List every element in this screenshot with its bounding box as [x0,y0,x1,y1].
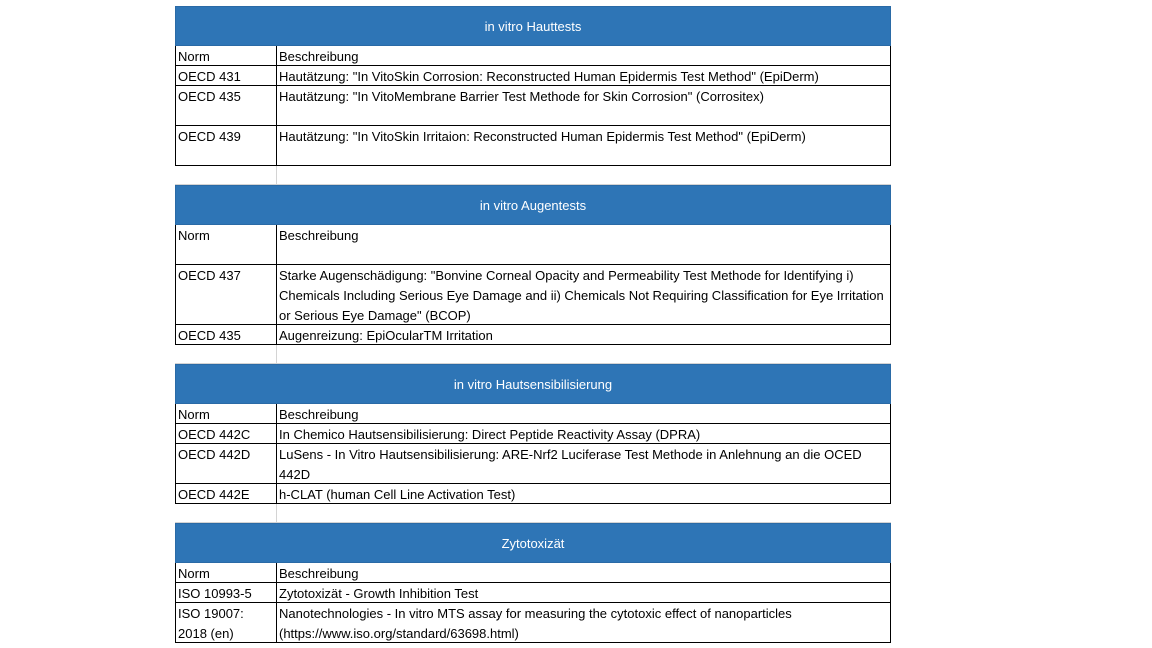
empty-row [175,504,891,523]
table-row [175,424,891,444]
description-cell[interactable]: Hautätzung: "In VitoSkin Corrosion: Reconstructed Human Epidermis Test Method" (EpiDerm) [279,69,819,84]
description-cell[interactable]: LuSens - In Vitro Hautsensibilisierung: ARE-Nrf2 Luciferase Test Methode in Anlehnung an die OCED 442D [279,447,862,482]
norm-cell[interactable]: ISO 19007: 2018 (en) [176,603,277,642]
norm-cell[interactable]: OECD 435 [176,325,277,344]
column-header-row [175,46,891,66]
description-cell[interactable]: Hautätzung: "In VitoSkin Irritaion: Reconstructed Human Epidermis Test Method" (EpiDerm) [279,129,806,144]
table-row [175,603,891,643]
description-cell[interactable]: Nanotechnologies - In vitro MTS assay for measuring the cytotoxic effect of nanoparticles (https://www.iso.org/standard/63698.html) [279,606,792,641]
column-header-description[interactable]: Beschreibung [279,566,359,581]
section-header-hautsensibilisierung[interactable] [175,364,891,404]
description-cell[interactable]: h-CLAT (human Cell Line Activation Test) [279,487,516,502]
section-header-zytotoxizitaet[interactable] [175,523,891,563]
section-title: in vitro Hautsensibilisierung [453,376,613,392]
table-row [175,66,891,86]
table-row [175,86,891,126]
section-header-hauttests[interactable] [175,6,891,46]
table-row [175,484,891,504]
section-title: in vitro Augentests [479,197,587,213]
empty-row [175,166,891,185]
column-header-norm[interactable]: Norm [176,46,277,65]
column-header-norm[interactable]: Norm [176,404,277,423]
column-header-row [175,404,891,424]
table-row [175,325,891,345]
section-header-augentests[interactable] [175,185,891,225]
table-row [175,583,891,603]
norm-cell[interactable]: OECD 431 [176,66,277,85]
column-header-row [175,225,891,265]
norm-cell[interactable]: OECD 439 [176,126,277,165]
section-title: in vitro Hauttests [484,18,582,34]
description-cell[interactable]: Starke Augenschädigung: "Bonvine Corneal Opacity and Permeability Test Methode for Identifying i) Chemicals Including Serious Eye Damage and ii) Chemicals Not Requiring Classification for Eye Irritation or Serious Eye Damage" (BCOP) [279,268,884,323]
norm-cell[interactable]: OECD 442E [176,484,277,503]
description-cell[interactable]: Hautätzung: "In VitoMembrane Barrier Test Methode for Skin Corrosion" (Corrositex) [279,89,764,104]
column-header-description[interactable]: Beschreibung [279,49,359,64]
section-title: Zytotoxizät [501,535,565,551]
empty-row [175,345,891,364]
norm-cell[interactable]: OECD 442C [176,424,277,443]
column-header-norm[interactable]: Norm [176,563,277,582]
norm-cell[interactable]: OECD 437 [176,265,277,324]
column-header-description[interactable]: Beschreibung [279,228,359,243]
norm-cell[interactable]: ISO 10993-5 [176,583,277,602]
norm-cell[interactable]: OECD 435 [176,86,277,125]
column-header-description[interactable]: Beschreibung [279,407,359,422]
column-header-norm[interactable]: Norm [176,225,277,264]
description-cell[interactable]: Zytotoxizät - Growth Inhibition Test [279,586,479,601]
description-cell[interactable]: In Chemico Hautsensibilisierung: Direct Peptide Reactivity Assay (DPRA) [279,427,701,442]
table-row [175,126,891,166]
spreadsheet-table [175,6,891,643]
column-header-row [175,563,891,583]
description-cell[interactable]: Augenreizung: EpiOcularTM Irritation [279,328,493,343]
table-row [175,444,891,484]
table-row [175,265,891,325]
norm-cell[interactable]: OECD 442D [176,444,277,483]
